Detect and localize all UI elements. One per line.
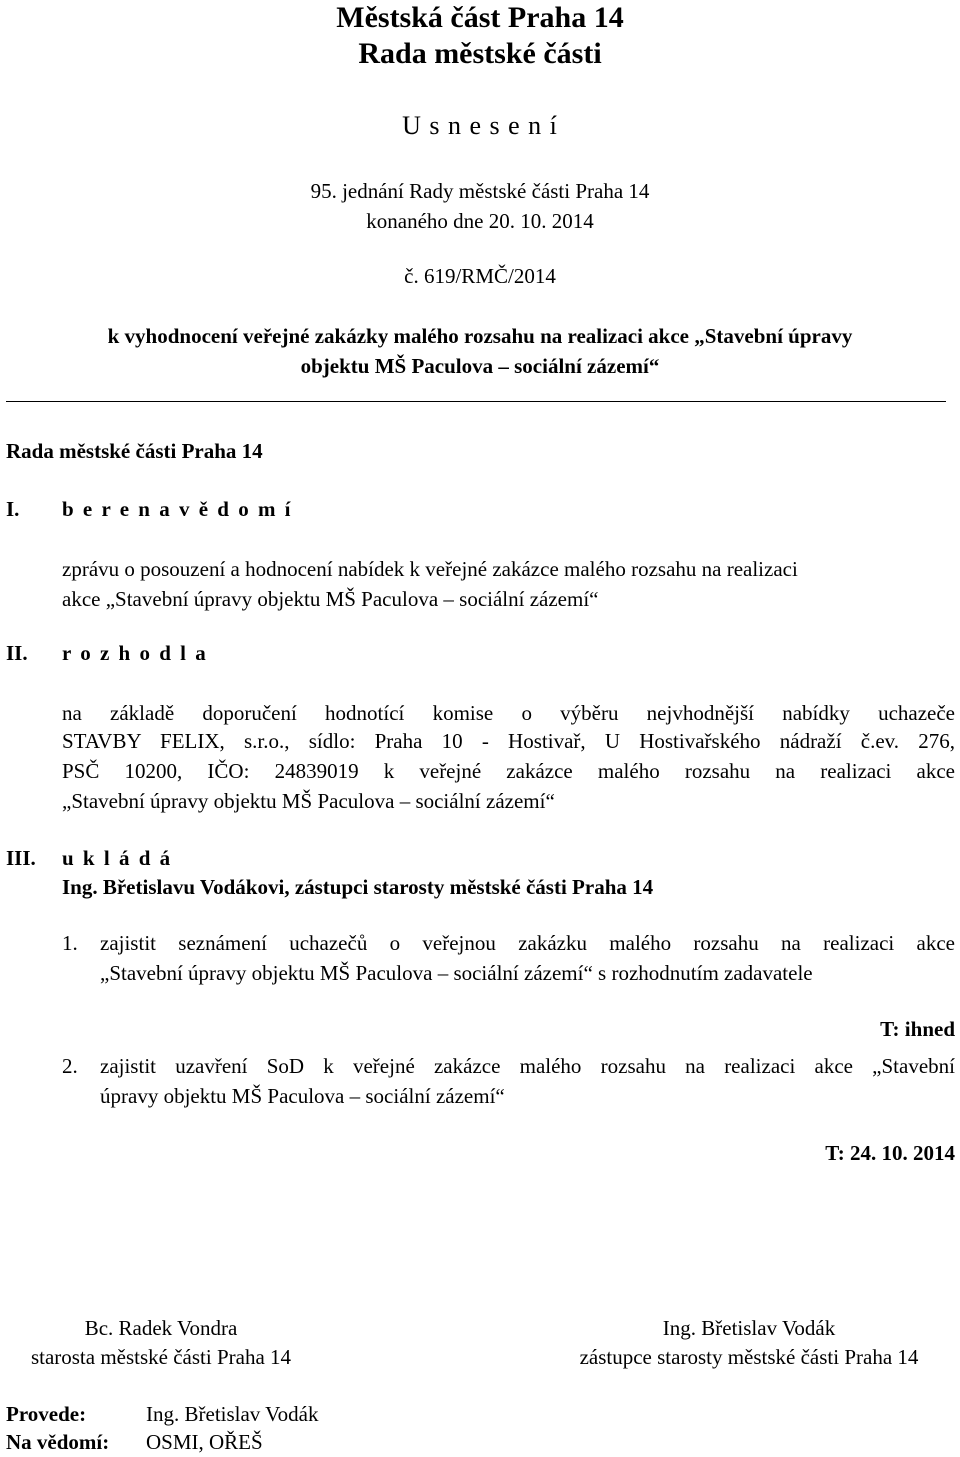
task-1-line1: zajistit seznámení uchazečů o veřejnou zakázku malého rozsahu na realizaci akce [100, 931, 955, 955]
council-name: Rada městské části Praha 14 [6, 439, 263, 463]
resolution-subject-line2: objektu MŠ Paculova – sociální zázemí“ [300, 354, 660, 378]
section-iii-addressee: Ing. Břetislavu Vodákovi, zástupci starosty městské části Praha 14 [62, 875, 654, 899]
meeting-date: konaného dne 20. 10. 2014 [366, 209, 594, 233]
task-2-deadline: T: 24. 10. 2014 [825, 1141, 955, 1165]
resolution-subject-line1: k vyhodnocení veřejné zakázky malého rozsahu na realizaci akce „Stavební úpravy [107, 324, 853, 348]
document-type: U s n e s e n í [402, 111, 558, 140]
signature-right-role: zástupce starosty městské části Praha 14 [579, 1345, 919, 1369]
task-2-line2: úpravy objektu MŠ Paculova – sociální zázemí“ [100, 1084, 505, 1108]
section-ii-title: r o z h o d l a [62, 641, 208, 665]
section-i-title: b e r e n a v ě d o m í [62, 497, 293, 521]
task-2-line1: zajistit uzavření SoD k veřejné zakázce malého rozsahu na realizaci akce „Stavební [100, 1054, 955, 1078]
resolution-number: č. 619/RMČ/2014 [404, 264, 556, 288]
council-title: Rada městské části [358, 37, 602, 70]
section-ii-text-line4: „Stavební úpravy objektu MŠ Paculova – sociální zázemí“ [62, 789, 555, 813]
task-1-deadline: T: ihned [880, 1017, 955, 1041]
section-ii-text-line2: STAVBY FELIX, s.r.o., sídlo: Praha 10 - Hostivař, U Hostivařského nádraží č.ev. 276, [62, 729, 955, 753]
na-vedomi-value: OSMI, OŘEŠ [146, 1430, 263, 1454]
signature-left-role: starosta městské části Praha 14 [30, 1345, 292, 1369]
header-divider [6, 401, 946, 402]
section-i-numeral: I. [6, 497, 20, 521]
signature-left-name: Bc. Radek Vondra [84, 1316, 238, 1340]
section-iii-title: u k l á d á [62, 846, 173, 870]
provede-value: Ing. Břetislav Vodák [146, 1402, 319, 1426]
task-1-number: 1. [62, 931, 78, 955]
na-vedomi-label: Na vědomí: [6, 1430, 110, 1454]
meeting-line: 95. jednání Rady městské části Praha 14 [310, 179, 650, 203]
section-ii-text-line3: PSČ 10200, IČO: 24839019 k veřejné zakázce malého rozsahu na realizaci akce [62, 759, 955, 783]
section-iii-numeral: III. [6, 846, 36, 870]
provede-label: Provede: [6, 1402, 87, 1426]
section-i-text-line2: akce „Stavební úpravy objektu MŠ Paculova – sociální zázemí“ [62, 587, 599, 611]
municipality-title: Městská část Praha 14 [336, 1, 624, 34]
task-1-line2: „Stavební úpravy objektu MŠ Paculova – sociální zázemí“ s rozhodnutím zadavatele [100, 961, 813, 985]
section-i-text-line1: zprávu o posouzení a hodnocení nabídek k veřejné zakázce malého rozsahu na realizaci [62, 557, 798, 581]
task-2-number: 2. [62, 1054, 78, 1078]
signature-right-name: Ing. Břetislav Vodák [662, 1316, 836, 1340]
section-ii-numeral: II. [6, 641, 28, 665]
section-ii-text-line1: na základě doporučení hodnotící komise o výběru nejvhodnější nabídky uchazeče [62, 701, 955, 725]
